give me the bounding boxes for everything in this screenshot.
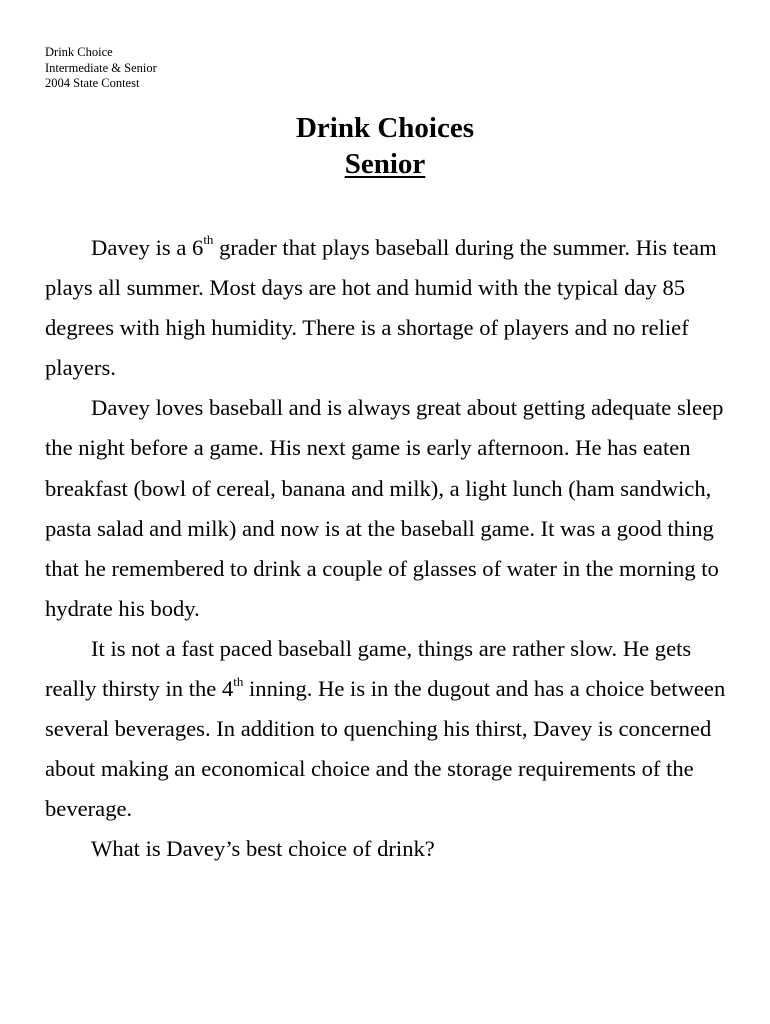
paragraph-1-text-b: grader that plays baseball during the summer. His team plays all summer. Most days are hot and humid with the typical day 85 degrees with high humidity. There is a shortage of players and no relief players. bbox=[45, 235, 717, 381]
paragraph-1-superscript: th bbox=[203, 232, 214, 248]
paragraph-1 bbox=[45, 228, 735, 388]
header-line-division: Intermediate & Senior bbox=[45, 60, 157, 75]
body-text bbox=[45, 228, 735, 870]
header-line-category: Drink Choice bbox=[45, 45, 113, 59]
title-block bbox=[0, 110, 770, 182]
paragraph-3-text-b: inning. He is in the dugout and has a choice between several beverages. In addition to quenching his thirst, Davey is concerned about making an economical choice and the storage requirements of the beverage. bbox=[45, 676, 726, 822]
paragraph-4-question: What is Davey’s best choice of drink? bbox=[91, 836, 435, 862]
header-line-contest: 2004 State Contest bbox=[45, 76, 140, 90]
page-subtitle: Senior bbox=[344, 148, 426, 180]
paragraph-2: Davey loves baseball and is always great about getting adequate sleep the night before a game. His next game is early afternoon. He has eaten breakfast (bowl of cereal, banana and milk), a light lunch (ham sandwich, pasta salad and milk) and now is at the baseball game. It was a good thing that he remembered to drink a couple of glasses of water in the morning to hydrate his body. bbox=[45, 395, 724, 621]
paragraph-1-text-a: Davey is a 6 bbox=[91, 235, 204, 260]
page-title: Drink Choices bbox=[295, 112, 475, 144]
document-header bbox=[45, 45, 157, 92]
paragraph-3-text-a: It is not a fast paced baseball game, things are rather slow. He gets really thirsty in the 4 bbox=[45, 635, 692, 702]
paragraph-3 bbox=[45, 629, 735, 829]
paragraph-3-superscript: th bbox=[233, 673, 244, 689]
